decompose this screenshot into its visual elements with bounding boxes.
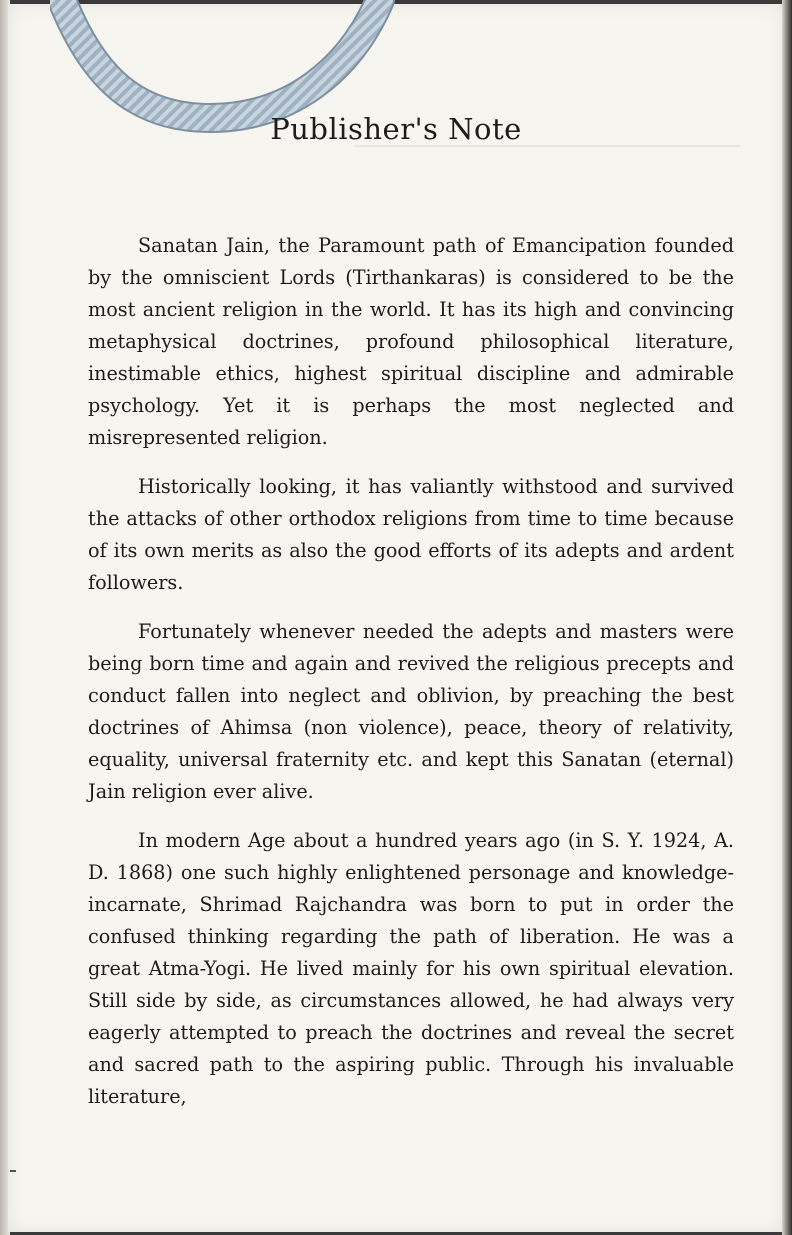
page-title: Publisher's Note xyxy=(270,112,522,146)
bleed-through-text: ──────────────────────────────── xyxy=(354,134,740,158)
paragraph-1: Sanatan Jain, the Paramount path of Emancipation founded by the omniscient Lords (Tirthankaras) is considered to be the most ancient religion in the world. It has its high and convincing metaphysical doctrines, profound philosophical literature, inestimable ethics, highest spiritual discipline and admirable psychology. Yet it is perhaps the most neglected and misrepresented religion. xyxy=(88,234,734,449)
paragraph-2: Historically looking, it has valiantly withstood and survived the attacks of other orthodox religions from time to time because of its own merits as also the good efforts of its adepts and ardent followers. xyxy=(88,475,734,594)
paragraph-4: In modern Age about a hundred years ago (in S. Y. 1924, A. D. 1868) one such highly enlightened personage and knowledge-incarnate, Shrimad Rajchandra was born to put in order the confused thinking regarding the path of liberation. He was a great Atma-Yogi. He lived mainly for his own spiritual elevation. Still side by side, as circumstances allowed, he had always very eagerly attempted to preach the doctrines and reveal the secret and sacred path to the aspiring public. Through his invaluable literature, xyxy=(88,829,734,1108)
paragraph-3: Fortunately whenever needed the adepts and masters were being born time and again and revived the religious precepts and conduct fallen into neglect and oblivion, by preaching the best doctrines of Ahimsa (non violence), peace, theory of relativity, equality, universal fraternity etc. and kept this Sanatan (eternal) Jain religion ever alive. xyxy=(88,620,734,803)
margin-mark xyxy=(10,1170,16,1172)
book-edge xyxy=(782,0,792,1235)
note-body xyxy=(88,230,734,1130)
